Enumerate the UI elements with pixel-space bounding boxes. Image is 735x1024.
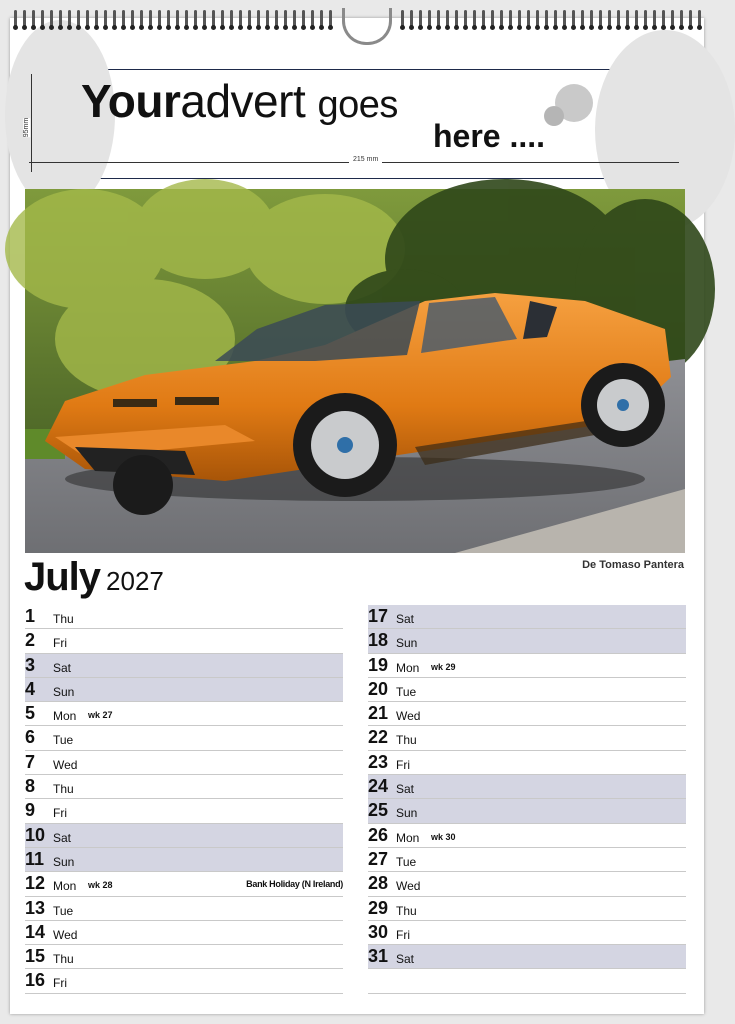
binding-coil	[86, 10, 89, 28]
car-photo-illustration	[25, 189, 685, 553]
day-number: 3	[25, 654, 36, 675]
day-of-week: Fri	[53, 636, 67, 651]
advert-word-here: here ....	[433, 118, 546, 154]
day-number: 4	[25, 678, 36, 699]
calendar-page	[10, 18, 704, 1014]
day-number: 18	[368, 630, 389, 651]
binding-coil	[203, 10, 206, 28]
week-number: wk 27	[88, 710, 113, 721]
day-row	[25, 605, 343, 629]
binding-coil	[680, 10, 683, 28]
day-of-week: Sat	[396, 612, 415, 626]
binding-coil	[221, 10, 224, 28]
day-of-week: Thu	[53, 612, 74, 626]
binding-coil	[176, 10, 179, 28]
height-dimension-line	[31, 74, 32, 172]
day-of-week: Thu	[396, 903, 417, 918]
binding-coil	[194, 10, 197, 28]
day-row	[25, 678, 343, 702]
day-row	[25, 969, 343, 993]
day-row	[25, 872, 343, 896]
binding-coil	[455, 10, 458, 28]
day-number: 7	[25, 751, 36, 772]
day-number: 26	[368, 824, 389, 845]
binding-coil	[698, 10, 701, 28]
day-number: 6	[25, 727, 36, 748]
binding-coil	[545, 10, 548, 28]
day-of-week: Fri	[53, 806, 67, 821]
day-row	[368, 799, 686, 823]
day-row	[368, 726, 686, 750]
day-row	[368, 629, 686, 653]
day-of-week: Tue	[53, 733, 74, 748]
day-of-week: Wed	[396, 709, 421, 724]
binding-coil	[518, 10, 521, 28]
month-title	[24, 555, 164, 600]
binding-coil	[248, 10, 251, 28]
day-row	[368, 824, 686, 848]
days-column-right	[368, 605, 686, 994]
photo-caption: De Tomaso Pantera	[582, 559, 684, 571]
day-number: 29	[368, 897, 389, 918]
binding-coil	[590, 10, 593, 28]
binding-coil	[500, 10, 503, 28]
binding-coil	[302, 10, 305, 28]
binding-coil	[491, 10, 494, 28]
binding-coil	[635, 10, 638, 28]
binding-coil	[158, 10, 161, 28]
day-number: 28	[368, 873, 389, 894]
binding-coil	[230, 10, 233, 28]
day-number: 31	[368, 946, 389, 967]
day-of-week: Tue	[396, 684, 417, 699]
binding-coil	[140, 10, 143, 28]
binding-coil	[32, 10, 35, 28]
binding-coil	[167, 10, 170, 28]
day-of-week: Wed	[53, 927, 78, 942]
day-number: 2	[25, 630, 36, 651]
day-number: 23	[368, 751, 389, 772]
day-row	[368, 751, 686, 775]
day-of-week: Fri	[53, 976, 67, 991]
year: 2027	[106, 566, 164, 596]
binding-coil	[410, 10, 413, 28]
day-number: 27	[368, 848, 389, 869]
binding-coil	[563, 10, 566, 28]
day-of-week: Sat	[53, 830, 72, 845]
day-row	[25, 775, 343, 799]
binding-coil	[617, 10, 620, 28]
day-of-week: Sat	[396, 952, 415, 967]
day-number: 30	[368, 921, 389, 942]
binding-coil	[68, 10, 71, 28]
binding-coil	[689, 10, 692, 28]
day-of-week: Tue	[396, 854, 417, 869]
binding-coil	[14, 10, 17, 28]
week-number: wk 28	[88, 880, 113, 891]
day-of-week: Sat	[53, 660, 72, 675]
day-row	[25, 751, 343, 775]
binding-coil	[149, 10, 152, 28]
day-number: 24	[368, 776, 389, 797]
day-of-week: Fri	[396, 927, 410, 942]
day-of-week: Wed	[396, 879, 421, 894]
car-photo	[25, 189, 685, 553]
day-number: 13	[25, 897, 46, 918]
day-number: 5	[25, 703, 36, 724]
binding-coil	[104, 10, 107, 28]
day-row	[368, 897, 686, 921]
day-number: 17	[368, 606, 389, 626]
day-row	[25, 897, 343, 921]
day-of-week: Mon	[53, 879, 77, 894]
binding-coil	[329, 10, 332, 28]
day-of-week: Sun	[396, 636, 418, 651]
day-row	[368, 945, 686, 969]
binding-coil	[320, 10, 323, 28]
week-number: wk 29	[431, 661, 456, 672]
binding-coil	[419, 10, 422, 28]
day-number: 1	[25, 606, 36, 626]
binding-coil	[599, 10, 602, 28]
binding-coil	[95, 10, 98, 28]
binding-coil	[446, 10, 449, 28]
day-of-week: Thu	[53, 952, 74, 967]
day-number: 25	[368, 800, 389, 821]
day-number: 8	[25, 776, 36, 797]
binding-coil	[482, 10, 485, 28]
day-row	[25, 824, 343, 848]
month-name: July	[24, 555, 101, 599]
day-number: 12	[25, 873, 46, 894]
binding-coil	[275, 10, 278, 28]
day-row	[368, 775, 686, 799]
binding-coil	[509, 10, 512, 28]
day-row	[368, 654, 686, 678]
binding-coil	[113, 10, 116, 28]
binding-coil	[626, 10, 629, 28]
advert-decoration-circle	[544, 106, 564, 126]
day-of-week: Wed	[53, 757, 78, 772]
binding-coil	[401, 10, 404, 28]
day-row	[368, 702, 686, 726]
advert-word-your: Your	[81, 75, 181, 127]
day-row	[25, 629, 343, 653]
height-dimension-label: 95mm	[23, 117, 31, 138]
binding-coil	[266, 10, 269, 28]
day-number: 20	[368, 678, 389, 699]
day-number: 19	[368, 654, 389, 675]
day-of-week: Mon	[396, 660, 420, 675]
binding-coil	[239, 10, 242, 28]
binding-coil	[59, 10, 62, 28]
day-row	[25, 921, 343, 945]
day-of-week: Sun	[53, 854, 75, 869]
day-row	[368, 605, 686, 629]
day-row	[368, 969, 686, 993]
day-note: Bank Holiday (N Ireland)	[246, 879, 343, 890]
binding-coil	[23, 10, 26, 28]
day-number: 16	[25, 970, 46, 991]
day-row	[368, 678, 686, 702]
binding-coil	[608, 10, 611, 28]
day-number: 10	[25, 824, 46, 845]
day-of-week: Tue	[53, 903, 74, 918]
day-row	[368, 872, 686, 896]
advert-word-goes: goes	[317, 84, 398, 126]
binding-coil	[284, 10, 287, 28]
binding-coil	[41, 10, 44, 28]
day-number: 9	[25, 800, 36, 821]
binding-coil	[311, 10, 314, 28]
binding-coil	[293, 10, 296, 28]
days-column-left	[25, 605, 343, 994]
day-row	[368, 848, 686, 872]
binding-coil	[653, 10, 656, 28]
day-of-week: Thu	[53, 782, 74, 797]
day-row	[25, 799, 343, 823]
day-row	[25, 654, 343, 678]
binding-coil	[77, 10, 80, 28]
binding-coil	[572, 10, 575, 28]
day-of-week: Mon	[396, 830, 420, 845]
day-number: 11	[25, 848, 45, 869]
binding-coil	[437, 10, 440, 28]
binding-coil	[473, 10, 476, 28]
binding-coil	[644, 10, 647, 28]
advert-word-advert: advert	[180, 75, 306, 127]
day-of-week: Sat	[396, 782, 415, 797]
day-row	[25, 945, 343, 969]
binding-coil	[527, 10, 530, 28]
day-of-week: Sun	[396, 806, 418, 821]
day-row	[368, 921, 686, 945]
hanger-hook	[342, 8, 392, 45]
binding-coil	[122, 10, 125, 28]
wire-binding	[10, 6, 704, 46]
binding-coil	[671, 10, 674, 28]
binding-coil	[662, 10, 665, 28]
binding-coil	[554, 10, 557, 28]
day-of-week: Mon	[53, 709, 77, 724]
day-number: 21	[368, 703, 389, 724]
binding-coil	[212, 10, 215, 28]
binding-coil	[536, 10, 539, 28]
week-number: wk 30	[431, 831, 456, 842]
advert-headline	[81, 74, 398, 128]
day-number: 22	[368, 727, 389, 748]
day-row	[25, 702, 343, 726]
binding-coil	[131, 10, 134, 28]
day-row	[25, 848, 343, 872]
binding-coil	[464, 10, 467, 28]
binding-coil	[581, 10, 584, 28]
day-of-week: Fri	[396, 757, 410, 772]
advert-placeholder	[24, 69, 686, 179]
day-row	[25, 726, 343, 750]
day-of-week: Sun	[53, 684, 75, 699]
binding-coil	[185, 10, 188, 28]
day-number: 15	[25, 946, 46, 967]
binding-coil	[257, 10, 260, 28]
binding-coil	[428, 10, 431, 28]
day-number: 14	[25, 921, 46, 942]
day-of-week: Thu	[396, 733, 417, 748]
binding-coil	[50, 10, 53, 28]
width-dimension-label: 215 mm	[349, 156, 382, 163]
